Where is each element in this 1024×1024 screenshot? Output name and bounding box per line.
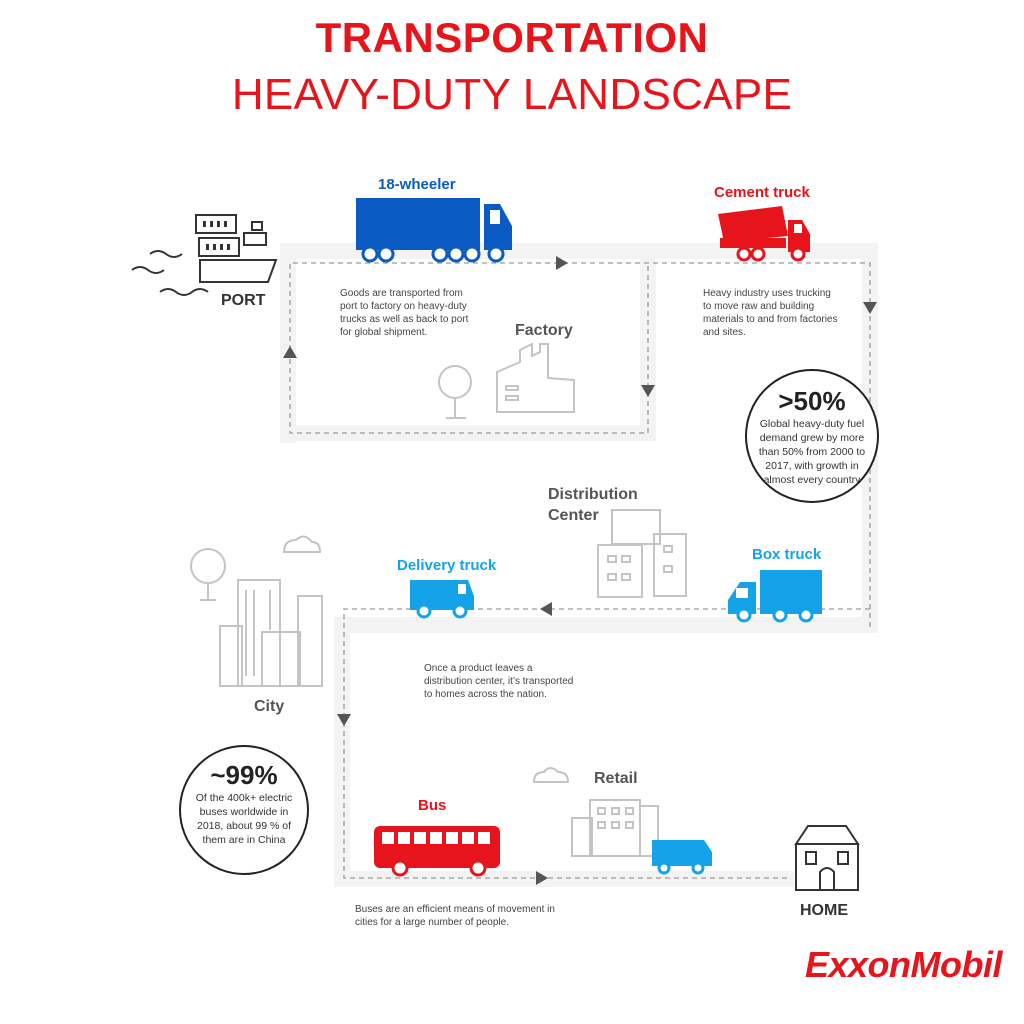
city-label: City <box>254 698 285 715</box>
distribution-label-1: Distribution <box>548 486 638 503</box>
cement-description: Heavy industry uses trucking to move raw and building materials to and from factories and sites. <box>703 288 838 338</box>
stat-buses-value: ~99% <box>210 760 278 790</box>
factory-icon <box>439 344 574 418</box>
city-icon <box>191 536 322 686</box>
title-line-1: TRANSPORTATION <box>315 14 709 61</box>
home-label: HOME <box>800 902 848 919</box>
stat-fuel <box>748 386 876 487</box>
port-label: PORT <box>221 292 266 309</box>
eighteen-wheeler-icon <box>356 198 512 261</box>
van-icon <box>652 840 712 873</box>
exxonmobil-logo: ExxonMobil <box>804 944 1002 985</box>
home-icon <box>796 826 858 890</box>
bus-description: Buses are an efficient means of movement in cities for a large number of people. <box>355 904 555 928</box>
bus-icon <box>374 826 500 875</box>
box-truck-label: Box truck <box>752 546 822 563</box>
cement-truck-label: Cement truck <box>714 184 810 201</box>
road-bands <box>280 243 878 887</box>
distribution-description: Once a product leaves a distribution center, it’s transported to homes across the nation. <box>424 663 574 700</box>
retail-label: Retail <box>594 770 638 787</box>
port-description: Goods are transported from port to factory on heavy-duty trucks as well as back to port for global shipment. <box>340 288 469 338</box>
distribution-center-icon <box>598 510 686 597</box>
stat-buses-text: Of the 400k+ electric buses worldwide in 2018, about 99 % of them are in China <box>195 792 293 846</box>
eighteen-wheeler-label: 18-wheeler <box>378 176 456 193</box>
title-line-2: HEAVY-DUTY LANDSCAPE <box>231 70 793 119</box>
delivery-truck-label: Delivery truck <box>397 557 497 574</box>
distribution-label-2: Center <box>548 507 599 524</box>
stat-fuel-text: Global heavy-duty fuel demand grew by more than 50% from 2000 to 2017, with growth in almost every country <box>758 418 866 486</box>
stat-fuel-value: >50% <box>778 386 846 416</box>
factory-label: Factory <box>515 322 573 339</box>
delivery-truck-icon <box>410 580 474 617</box>
box-truck-icon <box>728 570 822 621</box>
ship-windows <box>203 221 230 250</box>
bus-label: Bus <box>418 797 447 814</box>
stat-buses <box>182 760 306 847</box>
